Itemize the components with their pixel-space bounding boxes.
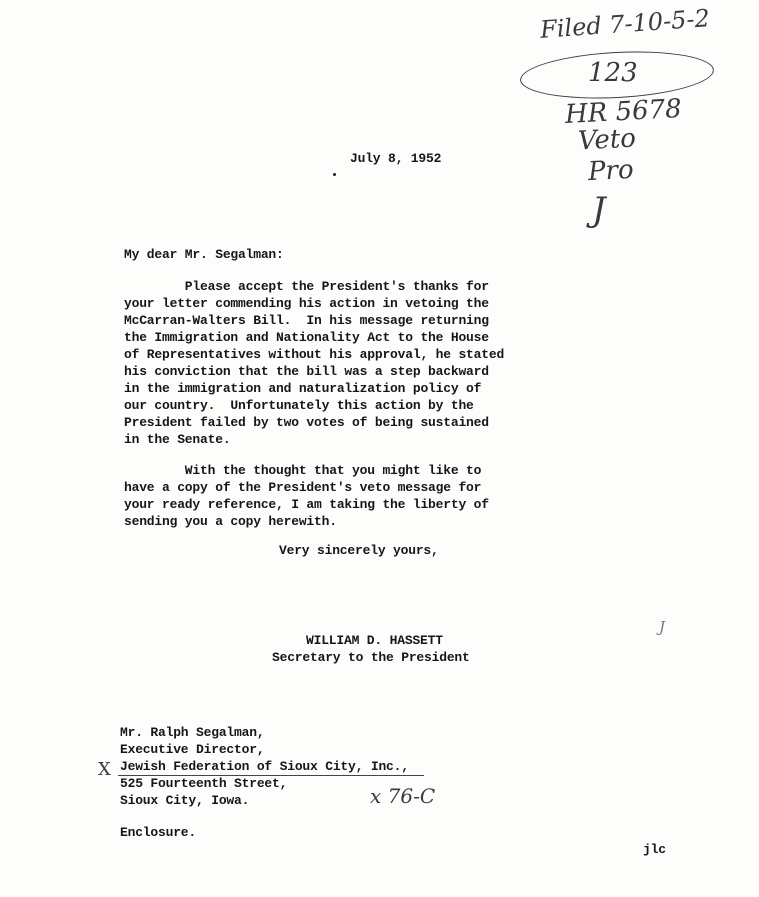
paragraph1-line: your letter commending his action in vetoing the <box>124 296 489 311</box>
signer-name: WILLIAM D. HASSETT <box>306 633 443 648</box>
x-mark: X <box>98 759 111 780</box>
ink-dot <box>333 173 336 176</box>
closing: Very sincerely yours, <box>279 543 439 558</box>
paragraph1-line: our country. Unfortunately this action by the <box>124 398 474 413</box>
address-line: Jewish Federation of Sioux City, Inc., <box>120 759 409 774</box>
paragraph2-line: your ready reference, I am taking the liberty of <box>124 497 489 512</box>
initial-annotation: J <box>592 190 606 230</box>
typist-initials: jlc <box>643 842 666 857</box>
file-code-annotation: x 76-C <box>370 784 436 808</box>
enclosure: Enclosure. <box>120 825 197 840</box>
filed-annotation: Filed 7-10-5-2 <box>539 4 711 44</box>
paragraph1-line: in the immigration and naturalization policy of <box>124 381 482 396</box>
bill-annotation: HR 5678 <box>564 93 683 131</box>
paragraph1-line: of Representatives without his approval, he stated <box>124 347 505 362</box>
paragraph1-line: the Immigration and Nationality Act to the House <box>124 330 489 345</box>
paragraph2-line: have a copy of the President's veto message for <box>124 480 482 495</box>
paragraph1-line: President failed by two votes of being sustained <box>124 415 489 430</box>
address-line: Executive Director, <box>120 742 265 757</box>
address-line: 525 Fourteenth Street, <box>120 776 288 791</box>
paragraph2-line: sending you a copy herewith. <box>124 514 337 529</box>
salutation: My dear Mr. Segalman: <box>124 247 284 262</box>
paragraph1-line: his conviction that the bill was a step backward <box>124 364 489 379</box>
veto-annotation: Veto <box>577 123 637 157</box>
paragraph1-line: McCarran-Walters Bill. In his message returning <box>124 313 489 328</box>
paragraph2-line: With the thought that you might like to <box>124 463 482 478</box>
address-line: Mr. Ralph Segalman, <box>120 725 265 740</box>
address-line: Sioux City, Iowa. <box>120 793 250 808</box>
margin-mark: J <box>659 618 666 636</box>
paragraph1-line: Please accept the President's thanks for <box>124 279 489 294</box>
signer-title: Secretary to the President <box>272 650 470 665</box>
letter-date: July 8, 1952 <box>350 151 442 166</box>
paragraph1-line: in the Senate. <box>124 432 231 447</box>
number-annotation: 123 <box>588 58 638 88</box>
pro-annotation: Pro <box>587 154 635 188</box>
